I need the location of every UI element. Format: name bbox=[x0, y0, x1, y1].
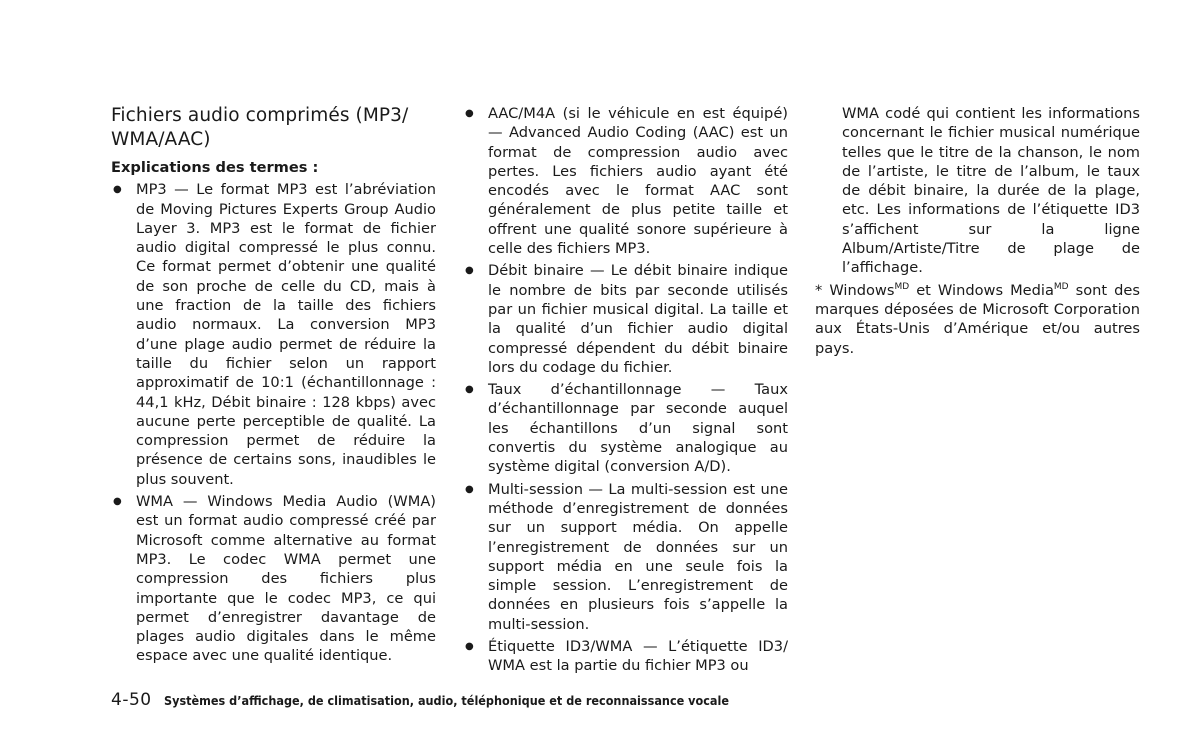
note-prefix: * Windows bbox=[815, 281, 895, 299]
term-bitrate-text: Débit binaire — Le débit binaire indique le nombre de bits par seconde utilisés par un fichier musical digital. La taille et la qualité d’un fichier audio digital compressé dépendent du débit binaire lors du codage du fichier. bbox=[488, 262, 788, 376]
chapter-title: Systèmes d’affichage, de climatisation, audio, téléphonique et de reconnaissance vocale bbox=[163, 694, 729, 709]
term-sampling bbox=[463, 380, 788, 476]
term-id3-text: Étiquette ID3/WMA — L’étiquette ID3/ WMA est la partie du fichier MP3 ou bbox=[488, 638, 788, 675]
page-footer bbox=[111, 690, 806, 710]
term-sampling-text: Taux d’échantillonnage — Taux d’échantillonnage par seconde auquel les échantillons d’un signal sont convertis du système analogique au système digital (conversion A/D). bbox=[488, 381, 788, 476]
column-middle bbox=[463, 104, 788, 679]
column-left bbox=[111, 104, 436, 669]
bullet-icon: ● bbox=[113, 184, 122, 196]
term-id3-continuation: WMA codé qui contient les informations concernant le fichier musical numérique telles que le titre de la chanson, le nom de l’artiste, le titre de l’album, le taux de débit binaire, la durée de la plage, etc. Les informations de l’étiquette ID3 s’affichent sur la ligne Album/Artiste/Titre de plage de l’affichage. bbox=[842, 105, 1140, 277]
bullet-icon: ● bbox=[465, 108, 474, 119]
terms-list-middle bbox=[463, 104, 788, 676]
note-sup-2: MD bbox=[1053, 281, 1069, 292]
term-multisession bbox=[463, 480, 788, 634]
trademark-note bbox=[815, 281, 1140, 358]
bullet-icon: ● bbox=[465, 384, 474, 396]
bullet-icon: ● bbox=[113, 496, 122, 508]
note-sup-1: MD bbox=[894, 281, 910, 292]
note-suffix: sont des marques déposées de Microsoft Corporation aux États-Unis d’Amérique et/ou autres pays. bbox=[815, 281, 1140, 357]
term-wma bbox=[111, 492, 436, 666]
bullet-icon: ● bbox=[465, 641, 474, 653]
page-number: 4-50 bbox=[111, 690, 152, 710]
bullet-icon: ● bbox=[465, 265, 474, 277]
term-bitrate bbox=[463, 261, 788, 377]
term-wma-text: WMA — Windows Media Audio (WMA) est un format audio compressé créé par Microsoft comme alternative au format MP3. Le codec WMA permet une compression des fichiers plus importante que le codec MP3, ce qui permet d’enregistrer davantage de plages audio digitales dans le même espace avec une qualité identique. bbox=[136, 493, 436, 665]
terms-list-left bbox=[111, 180, 436, 665]
term-mp3-text: MP3 — Le format MP3 est l’abréviation de Moving Pictures Experts Group Audio Layer 3. MP3 est le format de fichier audio digital compressé le plus connu. Ce format permet d’obtenir une qualité de son proche de celle du CD, mais à une fraction de la taille des fichiers audio normaux. La conversion MP3 d’une plage audio permet de réduire la taille du fichier selon un rapport approximatif de 10:1 (échantillonnage : 44,1 kHz, Débit binaire : 128 kbps) avec aucune perte perceptible de qualité. La compression permet de réduire la présence de certains sons, inaudibles le plus souvent. bbox=[136, 181, 436, 488]
term-aac bbox=[463, 104, 788, 258]
term-multisession-text: Multi-session — La multi-session est une méthode d’enregistrement de données sur un support média. On appelle l’enregistrement de données sur un support média en une seule fois la simple session. L’enregistrement de données en plusieurs fois s’appelle la multi-session. bbox=[488, 480, 788, 633]
section-title: Fichiers audio comprimés (MP3/ WMA/AAC) bbox=[111, 105, 409, 150]
term-id3 bbox=[463, 637, 788, 676]
term-mp3 bbox=[111, 180, 436, 489]
term-aac-text: AAC/M4A (si le véhicule en est équipé) — Advanced Audio Coding (AAC) est un format de compression audio avec pertes. Les fichiers audio ayant été encodés avec le format AAC sont généralement de plus petite taille et offrent une qualité sonore supérieure à celle des fichiers MP3. bbox=[488, 105, 788, 258]
note-middle: et Windows Media bbox=[909, 281, 1054, 299]
terms-subheading: Explications des termes : bbox=[111, 159, 319, 176]
bullet-icon: ● bbox=[465, 483, 474, 495]
column-right bbox=[815, 104, 1140, 358]
